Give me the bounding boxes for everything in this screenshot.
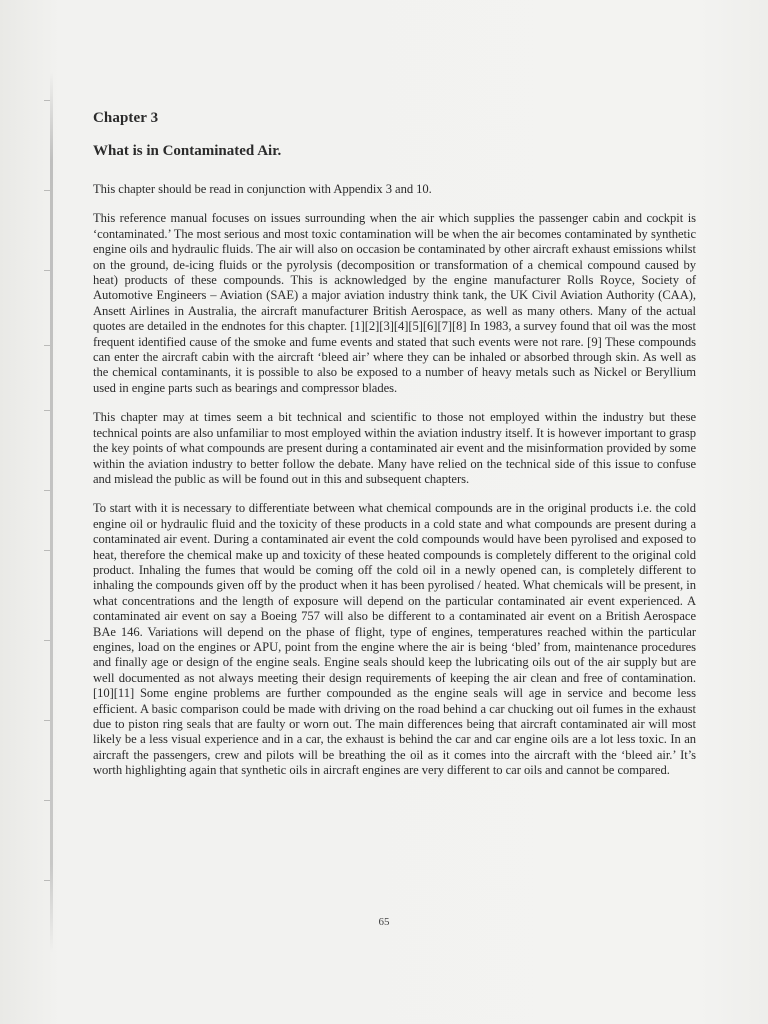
page-content bbox=[93, 110, 696, 793]
binding-marks bbox=[44, 80, 54, 960]
paragraph-intro: This chapter should be read in conjunction with Appendix 3 and 10. bbox=[93, 182, 432, 196]
page-number: 65 bbox=[378, 916, 390, 928]
paragraph-technical-note: This chapter may at times seem a bit technical and scientific to those not employed within the industry but these technical points are also unfamiliar to most employed within the aviation industry itself. It is however important to grasp the key points of what compounds are present during a contaminated air event and the misinformation provided by some within the aviation industry to better follow the debate. Many have relied on the technical side of this issue to confuse and mislead the public as will be found out in this and subsequent chapters. bbox=[93, 410, 696, 486]
chapter-title: What is in Contaminated Air. bbox=[93, 143, 282, 159]
paragraph-differentiation: To start with it is necessary to differentiate between what chemical compounds are in the original products i.e. the cold engine oil or hydraulic fluid and the toxicity of these products in a cold state and what compounds are present during a contaminated air event. During a contaminated air event the cold compounds would have been pyrolised and exposed to heat, therefore the chemical make up and toxicity of these heated compounds is completely different to the original cold product. Inhaling the fumes that would be coming off the cold oil in a newly opened can, is completely different to inhaling the compounds given off by the product when it has been pyrolised / heated. What chemicals will be present, in what concentrations and the length of exposure will depend on the particular contaminated air event experienced. A contaminated air event on say a Boeing 757 will also be different to a contaminated air event on a British Aerospace BAe 146. Variations will depend on the phase of flight, type of engines, temperatures reached within the particular engines, load on the engines or APU, point from the engine where the air is being ‘bled’ from, maintenance procedures and finally age or design of the engine seals. Engine seals should keep the lubricating oils out of the air supply but are well documented as not always meeting their design requirements of keeping the air clean and free of contamination. [10][11] Some engine problems are further compounded as the engine seals will age in service and become less efficient. A basic comparison could be made with driving on the road behind a car chucking out oil fumes in the exhaust due to piston ring seals that are faulty or worn out. The main differences being that aircraft contaminated air will most likely be a less visual experience and in a car, the exhaust is behind the car and car engine oils are a lot less toxic. In an aircraft the passengers, crew and pilots will be breathing the oil as it comes into the aircraft with the ‘bleed air.’ It’s worth highlighting again that synthetic oils in aircraft engines are very different to car oils and cannot be compared. bbox=[93, 501, 696, 778]
chapter-label: Chapter 3 bbox=[93, 110, 159, 126]
paragraph-overview: This reference manual focuses on issues surrounding when the air which supplies the passenger cabin and cockpit is ‘contaminated.’ The most serious and most toxic contamination will be when the air becomes contaminated by synthetic engine oils and hydraulic fluids. The air will also on occasion be contaminated by other aircraft exhaust emissions whilst on the ground, de-icing fluids or the pyrolysis (decomposition or transformation of a chemical compound caused by heat) products of these compounds. This is acknowledged by the engine manufacturer Rolls Royce, Society of Automotive Engineers – Aviation (SAE) a major aviation industry think tank, the UK Civil Aviation Authority (CAA), Ansett Airlines in Australia, the aircraft manufacturer British Aerospace, as well as many others. Many of the actual quotes are detailed in the endnotes for this chapter. [1][2][3][4][5][6][7][8] In 1983, a survey found that oil was the most frequent identified cause of the smoke and fume events and stated that such events were not rare. [9] These compounds can enter the aircraft cabin with the aircraft ‘bleed air’ where they can be inhaled or absorbed through skin. As well as the chemical contaminants, it is possible to also be exposed to a number of heavy metals such as Nickel or Beryllium used in engine parts such as bearings and compressor blades. bbox=[93, 211, 696, 395]
